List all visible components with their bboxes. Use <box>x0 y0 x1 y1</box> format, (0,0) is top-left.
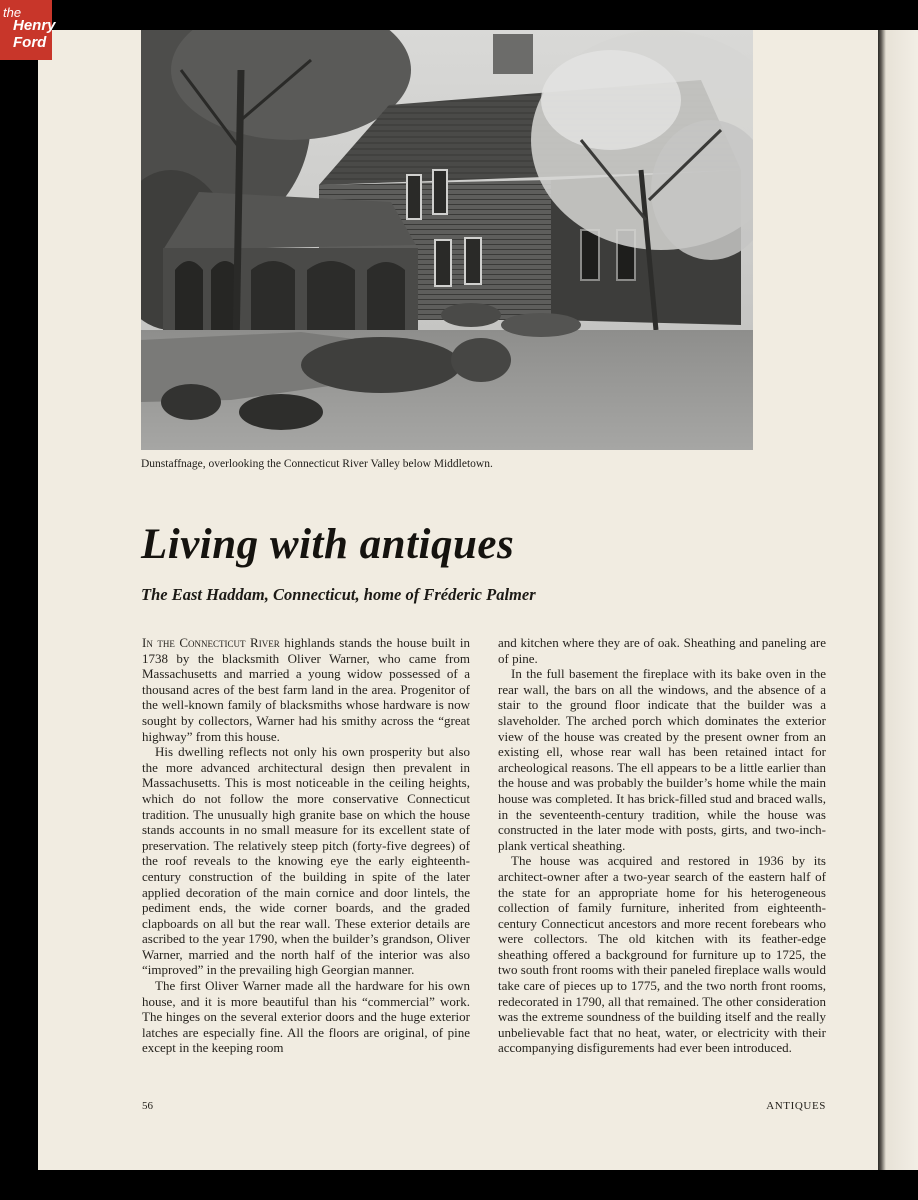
house-photo-illustration <box>141 30 753 450</box>
page-number: 56 <box>142 1100 153 1112</box>
paragraph-5: The house was acquired and restored in 1936 by its architect-owner after a two-year search of the eastern half of the state for an appropriate home for his heterogeneous collection of family furniture, inherited from eighteenth-century Connecticut ancestors and more recent forebears who were collectors. The old kitchen with its feather-edge sheathing offered a background for furniture up to 1725, the two south front rooms with their paneled fireplace walls would take care of pieces up to 1775, and the two north front rooms, redecorated in 1790, all that remained. The other consideration was the extreme soundness of the building itself and the really unbelievable fact that no heat, water, or electricity with their accompanying disfigurements had ever been introduced. <box>498 853 826 1056</box>
logo-line-3: Ford <box>13 34 47 51</box>
logo-line-2: Henry <box>13 17 56 34</box>
magazine-page <box>38 30 880 1170</box>
logo-line-1: the <box>3 5 22 20</box>
paragraph-2: His dwelling reflects not only his own prosperity but also the more advanced architectural design then prevalent in Massachusetts. This is most noticeable in the ceiling heights, which do not follow the more conservative Connecticut tradition. The unusually high granite base on which the house stands accounts in no small measure for its excellent state of preservation. The relatively steep pitch (forty-five degrees) of the roof reveals to the knowing eye the early eighteenth-century construction of the building in spite of the later applied decoration of the main cornice and door lintels, the pediment ends, the wide corner boards, and the graded clapboards on all but the rear wall. These exterior details are ascribed to the year 1790, when the builder’s grandson, Oliver Warner, married and the north half of the interior was also “improved” in the prevailing high Georgian manner. <box>142 744 470 978</box>
paragraph-4: In the full basement the fireplace with its bake oven in the rear wall, the bars on all the windows, and the absence of a stair to the ground floor indicate that the builder was a slaveholder. The arched porch which dominates the exterior view of the house was created by the present owner from an existing ell, whose rear wall has been retained intact for archeological reasons. The ell appears to be a little earlier than the house and was probably the builder’s home while the main house was completed. It has brick-filled stud and braced walls, in the seventeenth-century tradition, while the house was constructed in the later mode with posts, girts, and two-inch-plank vertical sheathing. <box>498 666 826 853</box>
article-column-left <box>142 635 470 1056</box>
magazine-name: ANTIQUES <box>766 1100 826 1112</box>
paragraph-3: The first Oliver Warner made all the hardware for his own house, and it is more beautiful than his “commercial” work. The hinges on the several exterior doors and the huge exterior latches are especially fine. All the floors are original, of pine except in the keeping room <box>142 978 470 1056</box>
henry-ford-logo <box>0 0 56 60</box>
lead-in-smallcaps: In the Connecticut River <box>142 635 280 650</box>
article-column-right <box>498 635 826 1056</box>
article-title: Living with antiques <box>141 521 515 568</box>
photo-caption: Dunstaffnage, overlooking the Connecticut River Valley below Middletown. <box>141 458 493 470</box>
paragraph-1 <box>142 635 470 744</box>
adjacent-page-edge <box>878 30 918 1170</box>
house-photograph <box>141 30 753 450</box>
paragraph-3-continued: and kitchen where they are of oak. Sheathing and paneling are of pine. <box>498 635 826 666</box>
article-subtitle: The East Haddam, Connecticut, home of Fréderic Palmer <box>141 585 536 604</box>
paragraph-1-text: highlands stands the house built in 1738 by the blacksmith Oliver Warner, who came from Massachusetts and married a young widow possessed of a thousand acres of the best farm land in the area. Progenitor of the well-known family of blacksmiths whose hardware is now sought by collectors, Warner had his smithy across the “great highway” from this house. <box>142 635 470 744</box>
